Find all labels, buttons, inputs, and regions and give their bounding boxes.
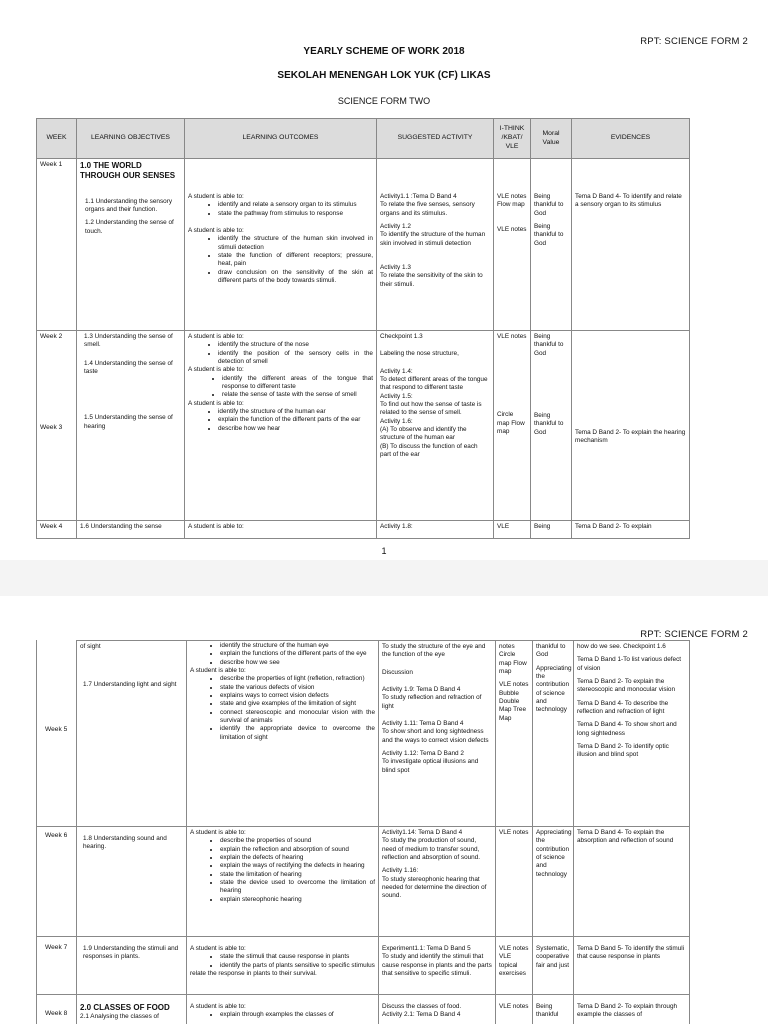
objective-text: 1.1 Understanding the sensory organs and their function.	[85, 197, 173, 214]
moral-text: Being thankful to God	[534, 222, 564, 247]
week-label: Week 5	[45, 726, 68, 733]
outcome-intro: A student is able to:	[190, 1003, 246, 1010]
outcome-list	[188, 235, 373, 285]
activity-title: Activity 1.4:	[380, 367, 413, 375]
evidence-text: Tema D Band 2- To explain the hearing mechanism	[575, 429, 686, 445]
objective-text: of sight	[80, 643, 101, 650]
outcome-intro: A student is able to:	[188, 193, 244, 200]
objective-text: 1.9 Understanding the stimuli and responses in plants.	[83, 945, 179, 961]
activity-title: Activity 1.5:	[380, 392, 413, 400]
objective-text: 2.1 Analysing the classes of	[80, 1013, 159, 1021]
activity-title: Activity1.14: Tema D Band 4	[382, 829, 463, 836]
evidence-cell: Tema D Band 2- To explain	[572, 521, 690, 539]
list-item: • describe how we see	[220, 659, 375, 667]
col-moral-value: Moral Value	[531, 119, 572, 159]
col-learning-objectives: LEARNING OBJECTIVES	[77, 119, 185, 159]
outcome-text: relate the response in plants to their survival.	[190, 969, 317, 977]
outcome-intro: A student is able to:	[190, 666, 246, 674]
list-item: • state the pathway from stimulus to response	[218, 210, 373, 218]
list-item: • identify the parts of plants sensitive to specific stimulus	[220, 962, 375, 970]
outcome-intro: A student is able to:	[190, 829, 246, 836]
ithink-cell	[496, 995, 533, 1024]
activity-title: Experiment1.1: Tema D Band 5	[382, 945, 471, 952]
page-2	[0, 596, 768, 1024]
scheme-table	[36, 118, 690, 539]
outcome-intro: A student is able to:	[188, 399, 244, 407]
list-item: • explain the ways of rectifying the defects in hearing	[220, 862, 375, 870]
list-item: • state the function of different receptors; pressure, heat, pain	[218, 252, 373, 269]
header-label: RPT: SCIENCE FORM 2	[640, 36, 748, 47]
list-item: • state the limitation of hearing	[220, 871, 375, 879]
outcome-intro: A student is able to:	[188, 226, 244, 234]
evidence-cell: Tema D Band 4- To explain the absorption and reflection of sound	[574, 827, 690, 937]
activity-text: To show short and long sightedness and the ways to correct vision defects	[382, 728, 489, 744]
ithink-text: notes Circle map Flow map	[499, 643, 527, 675]
list-item: • explain the functions of the different parts of the eye	[220, 650, 375, 658]
activity-cell	[377, 159, 494, 331]
outcome-list	[188, 408, 373, 433]
list-item: • identify the structure of the nose	[218, 341, 373, 349]
table-row	[77, 995, 690, 1024]
list-item: • identify the structure of the human ear	[218, 408, 373, 416]
col-week: WEEK	[37, 119, 77, 159]
evidence-cell	[572, 331, 690, 521]
activity-title: Activity 2.1: Tema D Band 4	[382, 1011, 461, 1019]
activity-title: Activity1.1 :Tema D Band 4	[380, 193, 457, 200]
objective-text: 1.4 Understanding the sense of taste	[84, 359, 173, 375]
moral-text: Being thankful to God	[534, 193, 564, 217]
outcomes-cell	[187, 937, 379, 995]
week-label: Week 2	[40, 333, 63, 340]
col-evidences: EVIDENCES	[572, 119, 690, 159]
objectives-cell	[77, 159, 185, 331]
table-row	[37, 521, 690, 539]
moral-cell	[531, 331, 572, 521]
outcome-list	[188, 375, 373, 400]
activity-text: To investigate optical illusions and blind spot	[382, 758, 479, 774]
evidence-text: Tema D Band 2- To explain through example the classes of	[577, 1003, 678, 1019]
list-item: • state the device used to overcome the limitation of hearing	[220, 879, 375, 896]
activity-text: To study stereophonic hearing that needed for determine the direction of sound.	[382, 875, 487, 900]
outcome-list	[188, 341, 373, 366]
ithink-cell: VLE notes	[496, 827, 533, 937]
week-label: Week 3	[40, 423, 63, 431]
activity-title: Checkpoint 1.3	[380, 333, 423, 340]
moral-text: Being thankful to God	[534, 411, 564, 436]
moral-cell	[533, 937, 574, 995]
objectives-cell	[77, 641, 187, 827]
moral-text: Appreciating the contribution of science and technology	[536, 664, 572, 714]
outcomes-cell	[185, 331, 377, 521]
moral-text: Being thankful	[536, 1003, 559, 1019]
evidence-text: Tema D Band 2- To identify optic illusion and blind spot	[577, 742, 669, 759]
moral-cell: Being	[531, 521, 572, 539]
activity-text: To study the structure of the eye and the function of the eye	[382, 643, 486, 659]
objectives-cell	[77, 995, 187, 1024]
ithink-text: Circle map Flow map	[497, 411, 525, 435]
list-item: • state the stimuli that cause response in plants	[220, 953, 375, 961]
activity-cell	[377, 331, 494, 521]
outcomes-cell: A student is able to:	[185, 521, 377, 539]
outcome-intro: A student is able to:	[190, 945, 246, 952]
moral-cell	[531, 159, 572, 331]
week-cell: Week 1	[37, 159, 77, 331]
list-item: • connect stereoscopic and monocular vision with the survival of animals	[220, 709, 375, 726]
list-item: • identify and relate a sensory organ to its stimulus	[218, 201, 373, 209]
table-row	[77, 641, 690, 827]
objectives-cell: 1.6 Understanding the sense	[77, 521, 185, 539]
document-title: YEARLY SCHEME OF WORK 2018	[303, 46, 465, 57]
evidence-text: how do we see. Checkpoint 1.6	[577, 643, 666, 650]
ithink-text: VLE notes Flow map	[497, 193, 527, 209]
outcome-list	[190, 837, 375, 904]
evidence-text: Tema D Band 4- To show short and long sightedness	[577, 721, 677, 737]
activity-text: To study reflection and refraction of light	[382, 694, 482, 710]
evidence-text: Tema D Band 1-To list various defect of vision	[577, 656, 682, 672]
ithink-cell	[496, 641, 533, 827]
page-number: 1	[381, 546, 387, 556]
list-item: • identify the structure of the human skin involved in stimuli detection	[218, 235, 373, 252]
outcomes-cell	[185, 159, 377, 331]
ithink-text: VLE notes	[497, 333, 527, 340]
section-heading: 1.0 THE WORLD THROUGH OUR SENSES	[80, 161, 176, 181]
outcomes-cell	[187, 641, 379, 827]
outcome-list	[190, 675, 375, 742]
moral-text: thankful to God	[536, 643, 566, 659]
activity-text: To detect different areas of the tongue that respond to different taste	[380, 375, 488, 392]
moral-text: Being thankful to God	[534, 333, 564, 357]
activity-text: To find out how the sense of taste is related to the sense of smell.	[380, 400, 482, 417]
outcome-intro: A student is able to:	[188, 366, 244, 374]
list-item: • explain through examples the classes of	[220, 1011, 375, 1019]
activity-cell: Activity 1.8:	[377, 521, 494, 539]
activity-title: Activity 1.6:	[380, 417, 413, 425]
week-cell: Week 4	[37, 521, 77, 539]
list-item: • identify the different areas of the tongue that response to different taste	[222, 375, 373, 392]
outcome-intro: A student is able to:	[188, 333, 244, 340]
week-label: Week 6	[45, 832, 68, 839]
list-item: • identify the appropriate device to overcome the limitation of sight	[220, 725, 375, 742]
school-name: SEKOLAH MENENGAH LOK YUK (CF) LIKAS	[277, 70, 491, 81]
objectives-cell	[77, 937, 187, 995]
table-row	[77, 827, 690, 937]
divider	[37, 936, 77, 937]
list-item: • explain the function of the different parts of the ear	[218, 416, 373, 424]
list-item: • describe the properties of light (refletion, refraction)	[220, 675, 375, 683]
objective-text: 1.8 Understanding sound and hearing.	[83, 835, 167, 851]
evidence-cell	[574, 995, 690, 1024]
list-item: • relate the sense of taste with the sense of smell	[222, 391, 373, 399]
list-item: • describe how we hear	[218, 425, 373, 433]
header-label: RPT: SCIENCE FORM 2	[640, 629, 748, 640]
activity-text: (A) To observe and identify the structure of the human ear	[380, 425, 467, 442]
activity-text: To relate the five senses, sensory organs and its stimulus.	[380, 201, 475, 217]
outcomes-cell	[187, 995, 379, 1024]
week-label: Week 7	[45, 944, 68, 951]
table-row	[77, 937, 690, 995]
objective-text: 1.5 Understanding the sense of hearing	[84, 414, 173, 430]
list-item: • identify the position of the sensory cells in the detection of smell	[218, 350, 373, 367]
activity-text: To identify the structure of the human skin involved in stimuli detection	[380, 231, 486, 247]
evidence-cell	[574, 937, 690, 995]
ithink-cell: VLE	[494, 521, 531, 539]
outcome-list	[188, 201, 373, 218]
table-header-row	[37, 119, 690, 159]
objectives-cell	[77, 331, 185, 521]
ithink-cell	[494, 159, 531, 331]
table-row	[37, 331, 690, 521]
evidence-cell	[572, 159, 690, 331]
ithink-text: VLE notes VLE topical exercises	[499, 945, 529, 977]
scheme-table-continued	[76, 640, 690, 1024]
outcome-list	[190, 642, 375, 667]
list-item: • explain the defects of hearing	[220, 854, 375, 862]
activity-cell	[379, 937, 496, 995]
activity-text: To study the production of sound, need of medium to transfer sound, reflection and absorption of sound.	[382, 837, 481, 861]
divider	[37, 826, 77, 827]
activity-text: Discuss the classes of food.	[382, 1003, 462, 1010]
activity-text: To relate the sensitivity of the skin to their stimuli.	[380, 272, 483, 288]
activity-text: (B) To discuss the function of each part of the ear	[380, 442, 478, 458]
evidence-text: Tema D Band 2- To explain the stereoscopic and monocular vision	[577, 677, 676, 694]
activity-cell	[379, 641, 496, 827]
ithink-text: VLE notes Bubble Double Map Tree Map	[499, 681, 529, 722]
ithink-text: VLE notes	[499, 1003, 529, 1010]
evidence-text: Tema D Band 5- To identify the stimuli that cause response in plants	[577, 945, 685, 961]
activity-title: Activity 1.12: Tema D Band 2	[382, 749, 464, 757]
ithink-text: VLE notes	[497, 225, 527, 233]
section-heading: 2.0 CLASSES OF FOOD	[80, 1003, 170, 1012]
activity-cell	[379, 995, 496, 1024]
col-ithink: I-THINK /KBAT/ VLE	[494, 119, 531, 159]
objective-text: 1.7 Understanding light and sight	[83, 681, 177, 689]
moral-cell	[533, 641, 574, 827]
list-item: • explains ways to correct vision defects	[220, 692, 375, 700]
activity-title: Activity 1.3	[380, 263, 411, 271]
activity-cell	[379, 827, 496, 937]
list-item: • identify the structure of the human eye	[220, 642, 375, 650]
ithink-cell	[494, 331, 531, 521]
outcomes-cell	[187, 827, 379, 937]
list-item: • explain stereophonic hearing	[220, 896, 375, 904]
objectives-cell	[77, 827, 187, 937]
moral-cell	[533, 995, 574, 1024]
evidence-text: Tema D Band 4- To describe the reflection and refraction of light	[577, 699, 669, 715]
ithink-cell	[496, 937, 533, 995]
activity-text: Labeling the nose structure,	[380, 350, 459, 358]
table-row	[37, 159, 690, 331]
evidence-text: Tema D Band 4- To identify and relate a sensory organ to its stimulus	[575, 193, 682, 209]
col-learning-outcomes: LEARNING OUTCOMES	[185, 119, 377, 159]
activity-title: Activity 1.2	[380, 222, 411, 230]
list-item: • explain the reflection and absorption of sound	[220, 846, 375, 854]
list-item: • state the various defects of vision	[220, 684, 375, 692]
activity-title: Activity 1.11: Tema D Band 4	[382, 719, 464, 727]
activity-title: Activity 1.9: Tema D Band 4	[382, 685, 461, 693]
list-item: • describe the properties of sound	[220, 837, 375, 845]
week-label: Week 8	[45, 1010, 68, 1017]
evidence-cell	[574, 641, 690, 827]
moral-cell: Appreciating the contribution of science and technology	[533, 827, 574, 937]
objective-text: 1.3 Understanding the sense of smell.	[84, 333, 173, 349]
subject-title: SCIENCE FORM TWO	[337, 96, 431, 106]
list-item: • state and give examples of the limitation of sight	[220, 700, 375, 708]
activity-text: To study and identify the stimuli that cause response in plants and the parts that sensitive to specific stimuli.	[382, 953, 492, 977]
outcome-list	[190, 1011, 375, 1019]
list-item: • draw conclusion on the sensitivity of the skin at different parts of the body towards stimuli.	[218, 269, 373, 286]
activity-title: Activity 1.16:	[382, 867, 419, 875]
week-cell	[37, 331, 77, 521]
outcome-list	[190, 953, 375, 970]
objective-text: 1.2 Understanding the sense of touch.	[85, 219, 174, 235]
col-suggested-activity: SUGGESTED ACTIVITY	[377, 119, 494, 159]
activity-title: Discussion	[382, 668, 413, 676]
page-gap	[0, 560, 768, 596]
week-column	[36, 640, 77, 1024]
divider	[37, 994, 77, 995]
moral-text: Systematic, cooperative fair and just	[536, 945, 570, 969]
